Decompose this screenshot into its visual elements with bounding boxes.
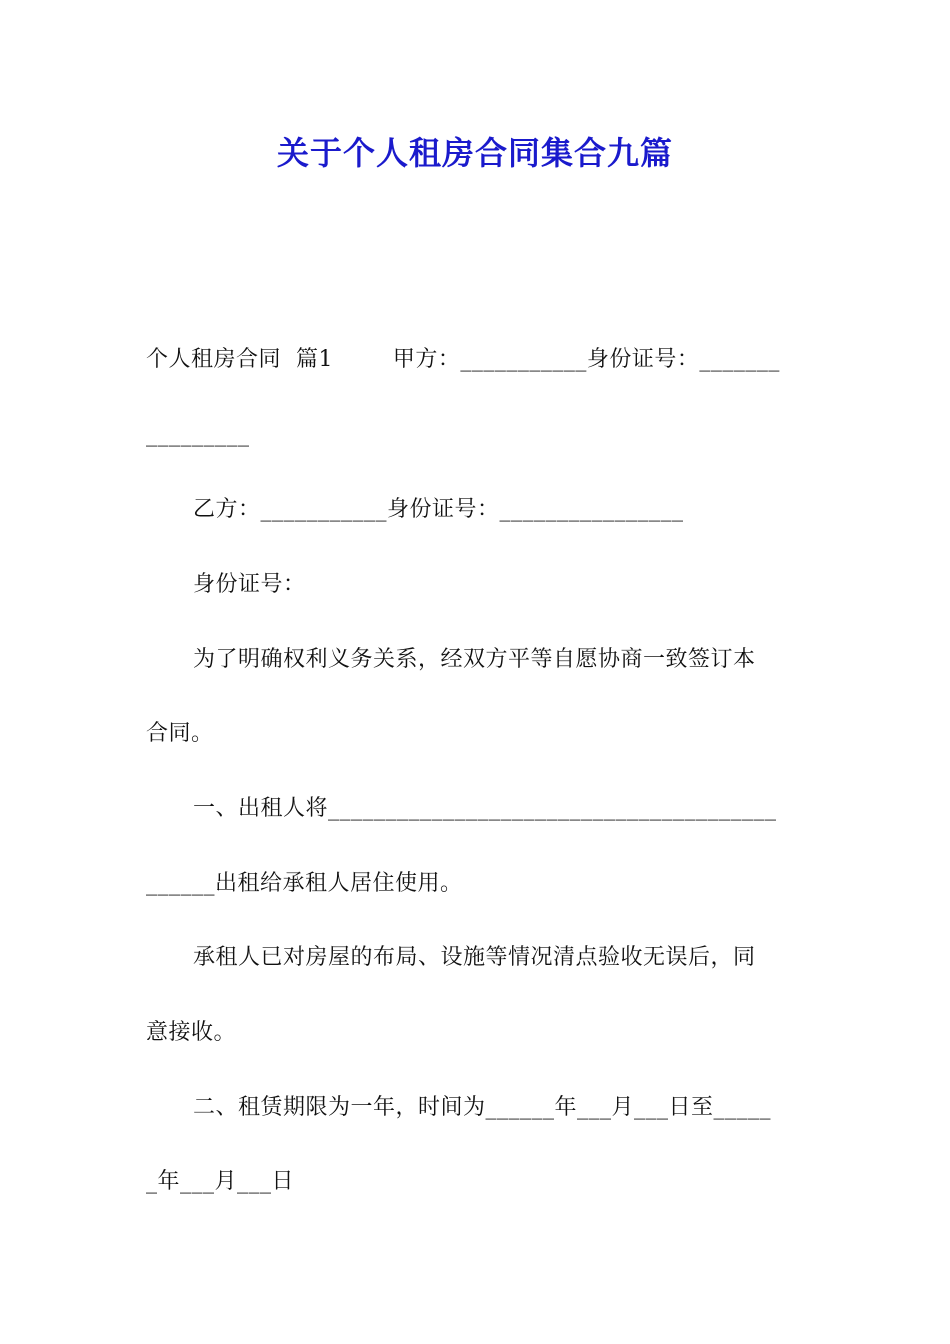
text-line-continuation: _________: [146, 422, 250, 447]
text-line-acceptance-end: 意接收。: [146, 1020, 237, 1045]
text-line-clause-2: 二、租赁期限为一年，时间为______年___月___日至_____: [193, 1095, 772, 1120]
text-line-acceptance: 承租人已对房屋的布局、设施等情况清点验收无误后，同: [193, 945, 756, 970]
text-line-preamble: 为了明确权利义务关系，经双方平等自愿协商一致签订本: [193, 647, 756, 672]
text-line-preamble-end: 合同。: [146, 721, 214, 746]
text-line-party-a: 个人租房合同 篇1 甲方：___________身份证号：_______: [146, 347, 780, 372]
text-line-clause-1: 一、出租人将_______________________________________: [193, 796, 777, 821]
text-line-clause-2-end: _年___月___日: [146, 1169, 295, 1194]
text-line-party-b: 乙方：___________身份证号：________________: [193, 497, 684, 522]
text-line-id-number: 身份证号：: [193, 572, 306, 597]
document-title: 关于个人租房合同集合九篇: [276, 134, 673, 172]
text-line-clause-1-end: ______出租给承租人居住使用。: [146, 871, 463, 896]
